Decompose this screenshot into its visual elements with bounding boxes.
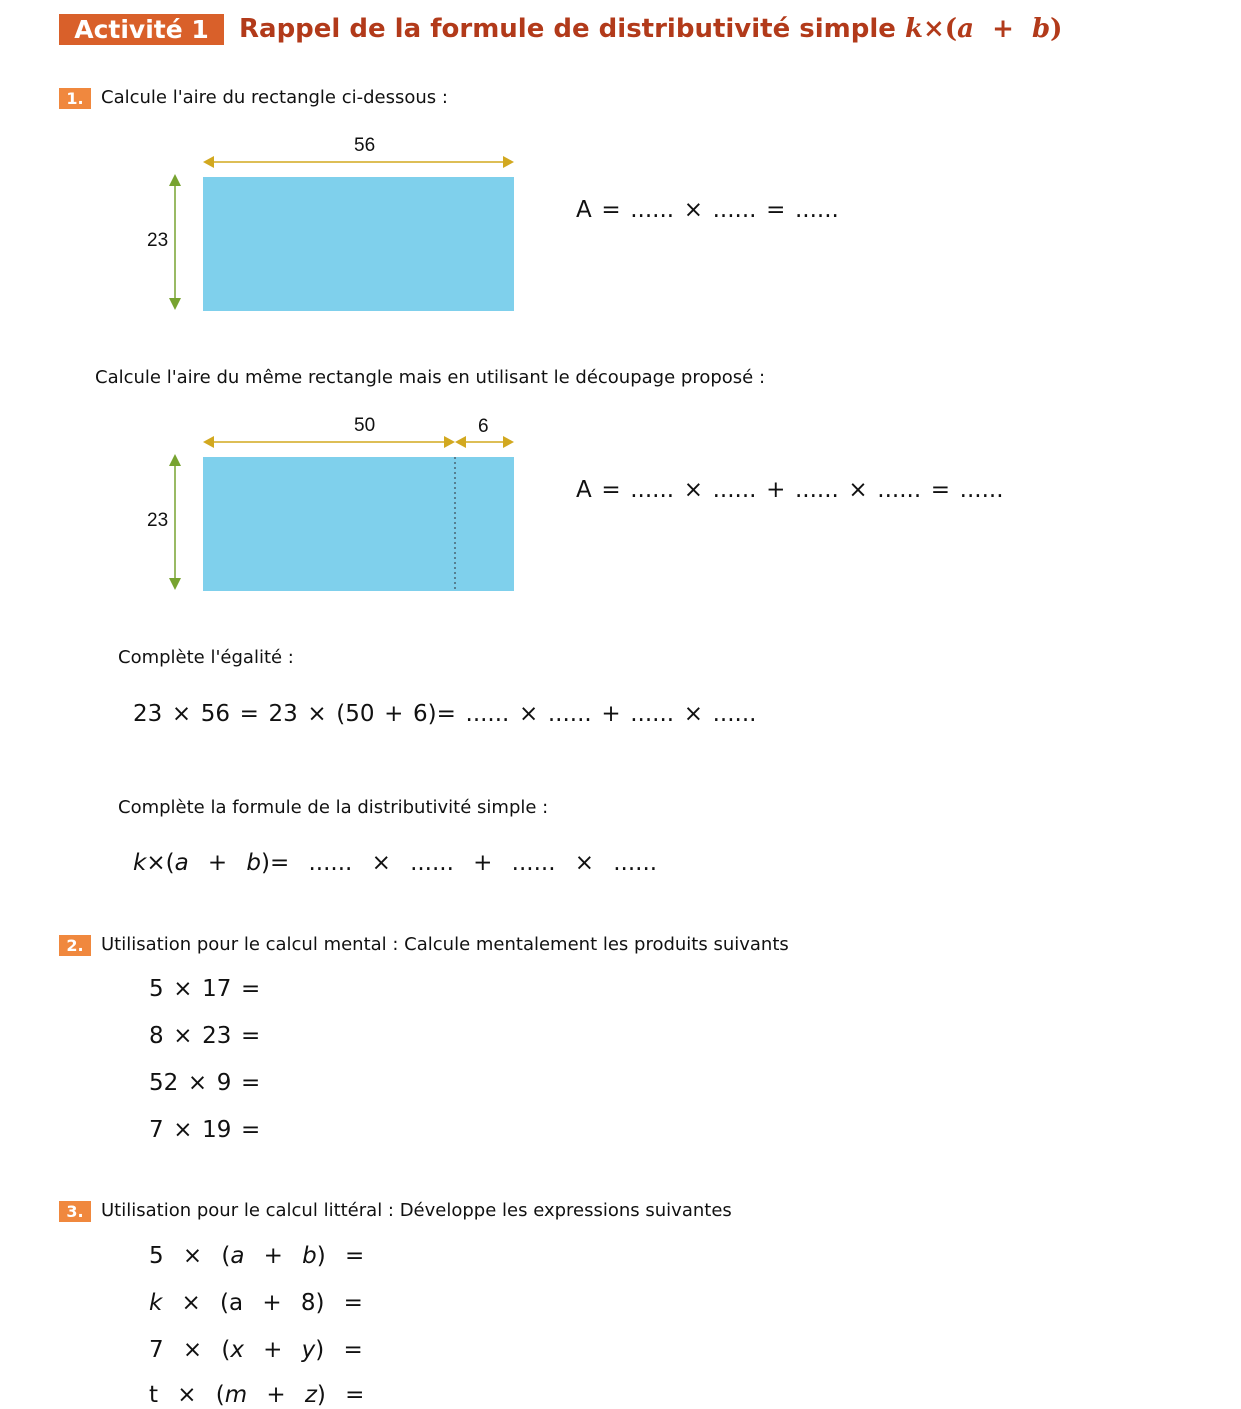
rect2-right-width-label: 6 [478, 416, 489, 437]
formula-line [133, 849, 657, 877]
rect2-left-width-label: 50 [354, 415, 376, 436]
expr3-suffix: ) = [315, 1337, 363, 1363]
question-1-badge: 1. [59, 88, 91, 109]
expr3-plus: + [243, 1337, 302, 1363]
mental-calc-4: 7 × 19 = [149, 1117, 261, 1143]
width-arrow-left-2 [203, 436, 455, 448]
title-text: Rappel de la formule de distributivité simple [239, 14, 896, 44]
area-equation-2: A = ...... × ...... + ...... × ...... = ...... [576, 477, 1004, 503]
formula-plus: + [188, 850, 247, 876]
expr2-rest: × (a + 8) = [162, 1290, 363, 1316]
height-arrow-2 [169, 454, 181, 590]
expr1-suffix: ) = [316, 1243, 365, 1269]
rect1-width-label: 56 [354, 135, 376, 156]
question-2-instruction: Utilisation pour le calcul mental : Calcule mentalement les produits suivants [101, 934, 789, 955]
rectangle-2 [203, 457, 514, 591]
rectangle-1 [203, 177, 514, 311]
question-3-badge: 3. [59, 1201, 91, 1222]
expr4-var-m: m [224, 1382, 248, 1408]
equality-line: 23 × 56 = 23 × (50 + 6)= ...... × ...... + ...... × ...... [133, 701, 757, 727]
literal-expr-3 [149, 1336, 363, 1364]
formula-rest: )= ...... × ...... + ...... × ...... [261, 850, 658, 876]
height-arrow-1 [169, 174, 181, 310]
complete-formula-label: Complète la formule de la distributivité simple : [118, 797, 549, 818]
expr4-suffix: ) = [316, 1382, 365, 1408]
mental-calc-3: 52 × 9 = [149, 1070, 261, 1096]
literal-expr-2 [149, 1289, 363, 1317]
expr1-prefix: 5 × ( [149, 1243, 231, 1269]
expr4-prefix: t × ( [149, 1382, 225, 1408]
question-3-instruction: Utilisation pour le calcul littéral : Développe les expressions suivantes [101, 1200, 732, 1221]
formula-times: ×( [146, 850, 175, 876]
expr1-var-a: a [230, 1243, 245, 1269]
formula-var-k: k [133, 850, 147, 876]
expr4-plus: + [247, 1382, 305, 1408]
title-close: ) [1050, 14, 1063, 44]
title-var-k: k [904, 14, 923, 44]
expr1-var-b: b [302, 1243, 317, 1269]
expr2-var-k: k [149, 1290, 163, 1316]
rect1-height-label: 23 [147, 230, 169, 251]
title-var-a: a [957, 14, 974, 44]
question-2-badge: 2. [59, 935, 91, 956]
literal-expr-1 [149, 1242, 364, 1270]
formula-var-a: a [174, 850, 189, 876]
expr4-var-z: z [304, 1382, 317, 1408]
expr3-prefix: 7 × ( [149, 1337, 231, 1363]
mental-calc-2: 8 × 23 = [149, 1023, 261, 1049]
expr3-var-y: y [301, 1337, 316, 1363]
title-plus: + [992, 14, 1014, 44]
question-1-instruction-2: Calcule l'aire du même rectangle mais en utilisant le découpage proposé : [95, 367, 766, 388]
activity-badge: Activité 1 [59, 14, 224, 45]
title-times: ×( [923, 14, 958, 44]
complete-equality-label: Complète l'égalité : [118, 647, 294, 668]
title-var-b: b [1031, 14, 1051, 44]
area-equation-1: A = ...... × ...... = ...... [576, 197, 839, 223]
expr1-plus: + [244, 1243, 303, 1269]
rect2-height-label: 23 [147, 510, 169, 531]
expr3-var-x: x [230, 1337, 244, 1363]
literal-expr-4 [149, 1381, 364, 1409]
question-1-instruction: Calcule l'aire du rectangle ci-dessous : [101, 87, 448, 108]
formula-var-b: b [246, 850, 262, 876]
mental-calc-1: 5 × 17 = [149, 976, 261, 1002]
width-arrow-1 [203, 156, 514, 168]
